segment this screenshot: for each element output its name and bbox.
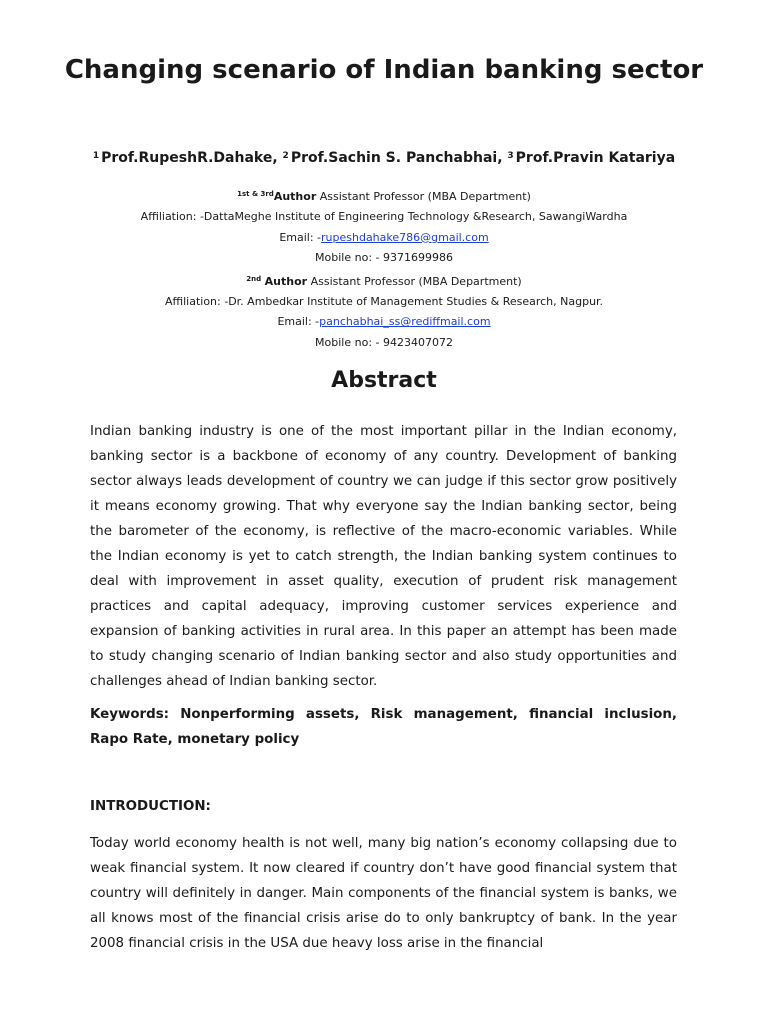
author-block-1-affiliation: Affiliation: -DattaMeghe Institute of Engineering Technology &Research, SawangiWardha (140, 210, 628, 224)
author-number: 2 (282, 151, 289, 161)
email-link[interactable]: panchabhai_ss@rediffmail.com (319, 315, 491, 329)
email-label: Email: - (277, 315, 320, 329)
author-ordinal: 2nd (246, 274, 262, 283)
author-info (0, 184, 768, 353)
introduction-heading: INTRODUCTION: (90, 799, 211, 814)
author-ordinal: 1st & 3rd (237, 190, 274, 198)
author-line (0, 150, 768, 166)
email-link[interactable]: rupeshdahake786@gmail.com (321, 230, 489, 244)
author-block-1-email-line (0, 228, 768, 248)
paper-title: Changing scenario of Indian banking sector (64, 55, 704, 85)
keywords: Keywords: Nonperforming assets, Risk management, financial inclusion, Rapo Rate, monetary policy (90, 707, 677, 747)
abstract-heading: Abstract (331, 368, 437, 393)
author-block-1-role (0, 184, 768, 207)
email-label: Email: - (279, 230, 322, 244)
author-number: 1 (92, 151, 100, 161)
author-2 (283, 150, 503, 166)
abstract-text: Indian banking industry is one of the most important pillar in the Indian economy, banking sector is a backbone of economy of any country. Development of banking sector always leads development of country we can judge if this sector grow positively it means economy growing. That why everyone say the Indian banking sector, being the barometer of the economy, is reflective of the macro-economic variables. While the Indian economy is yet to catch strength, the Indian banking system continues to deal with improvement in asset quality, execution of prudent risk management practices and capital adequacy, improving customer services experience and expansion of banking activities in rural area. In this paper an attempt has been made to study changing scenario of Indian banking sector and also study opportunities and challenges ahead of Indian banking sector. (90, 424, 677, 689)
author-block-2-affiliation: Affiliation: -Dr. Ambedkar Institute of Management Studies & Research, Nagpur. (164, 295, 604, 309)
author-block-2-role (0, 269, 768, 292)
introduction-text: Today world economy health is not well, many big nation’s economy collapsing due to weak financial system. It now cleared if country don’t have good financial system that country will definitely in danger. Main components of the financial system is banks, we all knows most of the financial crisis arise do to only bankruptcy of bank. In the year 2008 financial crisis in the USA due heavy loss arise in the financial (90, 836, 677, 951)
author-role: Assistant Professor (MBA Department) (319, 190, 531, 203)
author-block-1-mobile: Mobile no: - 9371699986 (315, 251, 453, 265)
author-block-2-mobile: Mobile no: - 9423407072 (315, 335, 453, 349)
author-label: Author (273, 190, 317, 203)
author-label: Author (264, 274, 308, 288)
author-3 (507, 150, 675, 166)
author-name: Prof.Sachin S. Panchabhai, (290, 150, 503, 166)
author-name: Prof.RupeshR.Dahake, (101, 150, 278, 166)
author-name: Prof.Pravin Katariya (515, 150, 676, 166)
author-role: Assistant Professor (MBA Department) (310, 274, 522, 288)
author-number: 3 (507, 151, 514, 161)
author-1 (93, 150, 278, 166)
author-block-2-email-line (0, 312, 768, 332)
